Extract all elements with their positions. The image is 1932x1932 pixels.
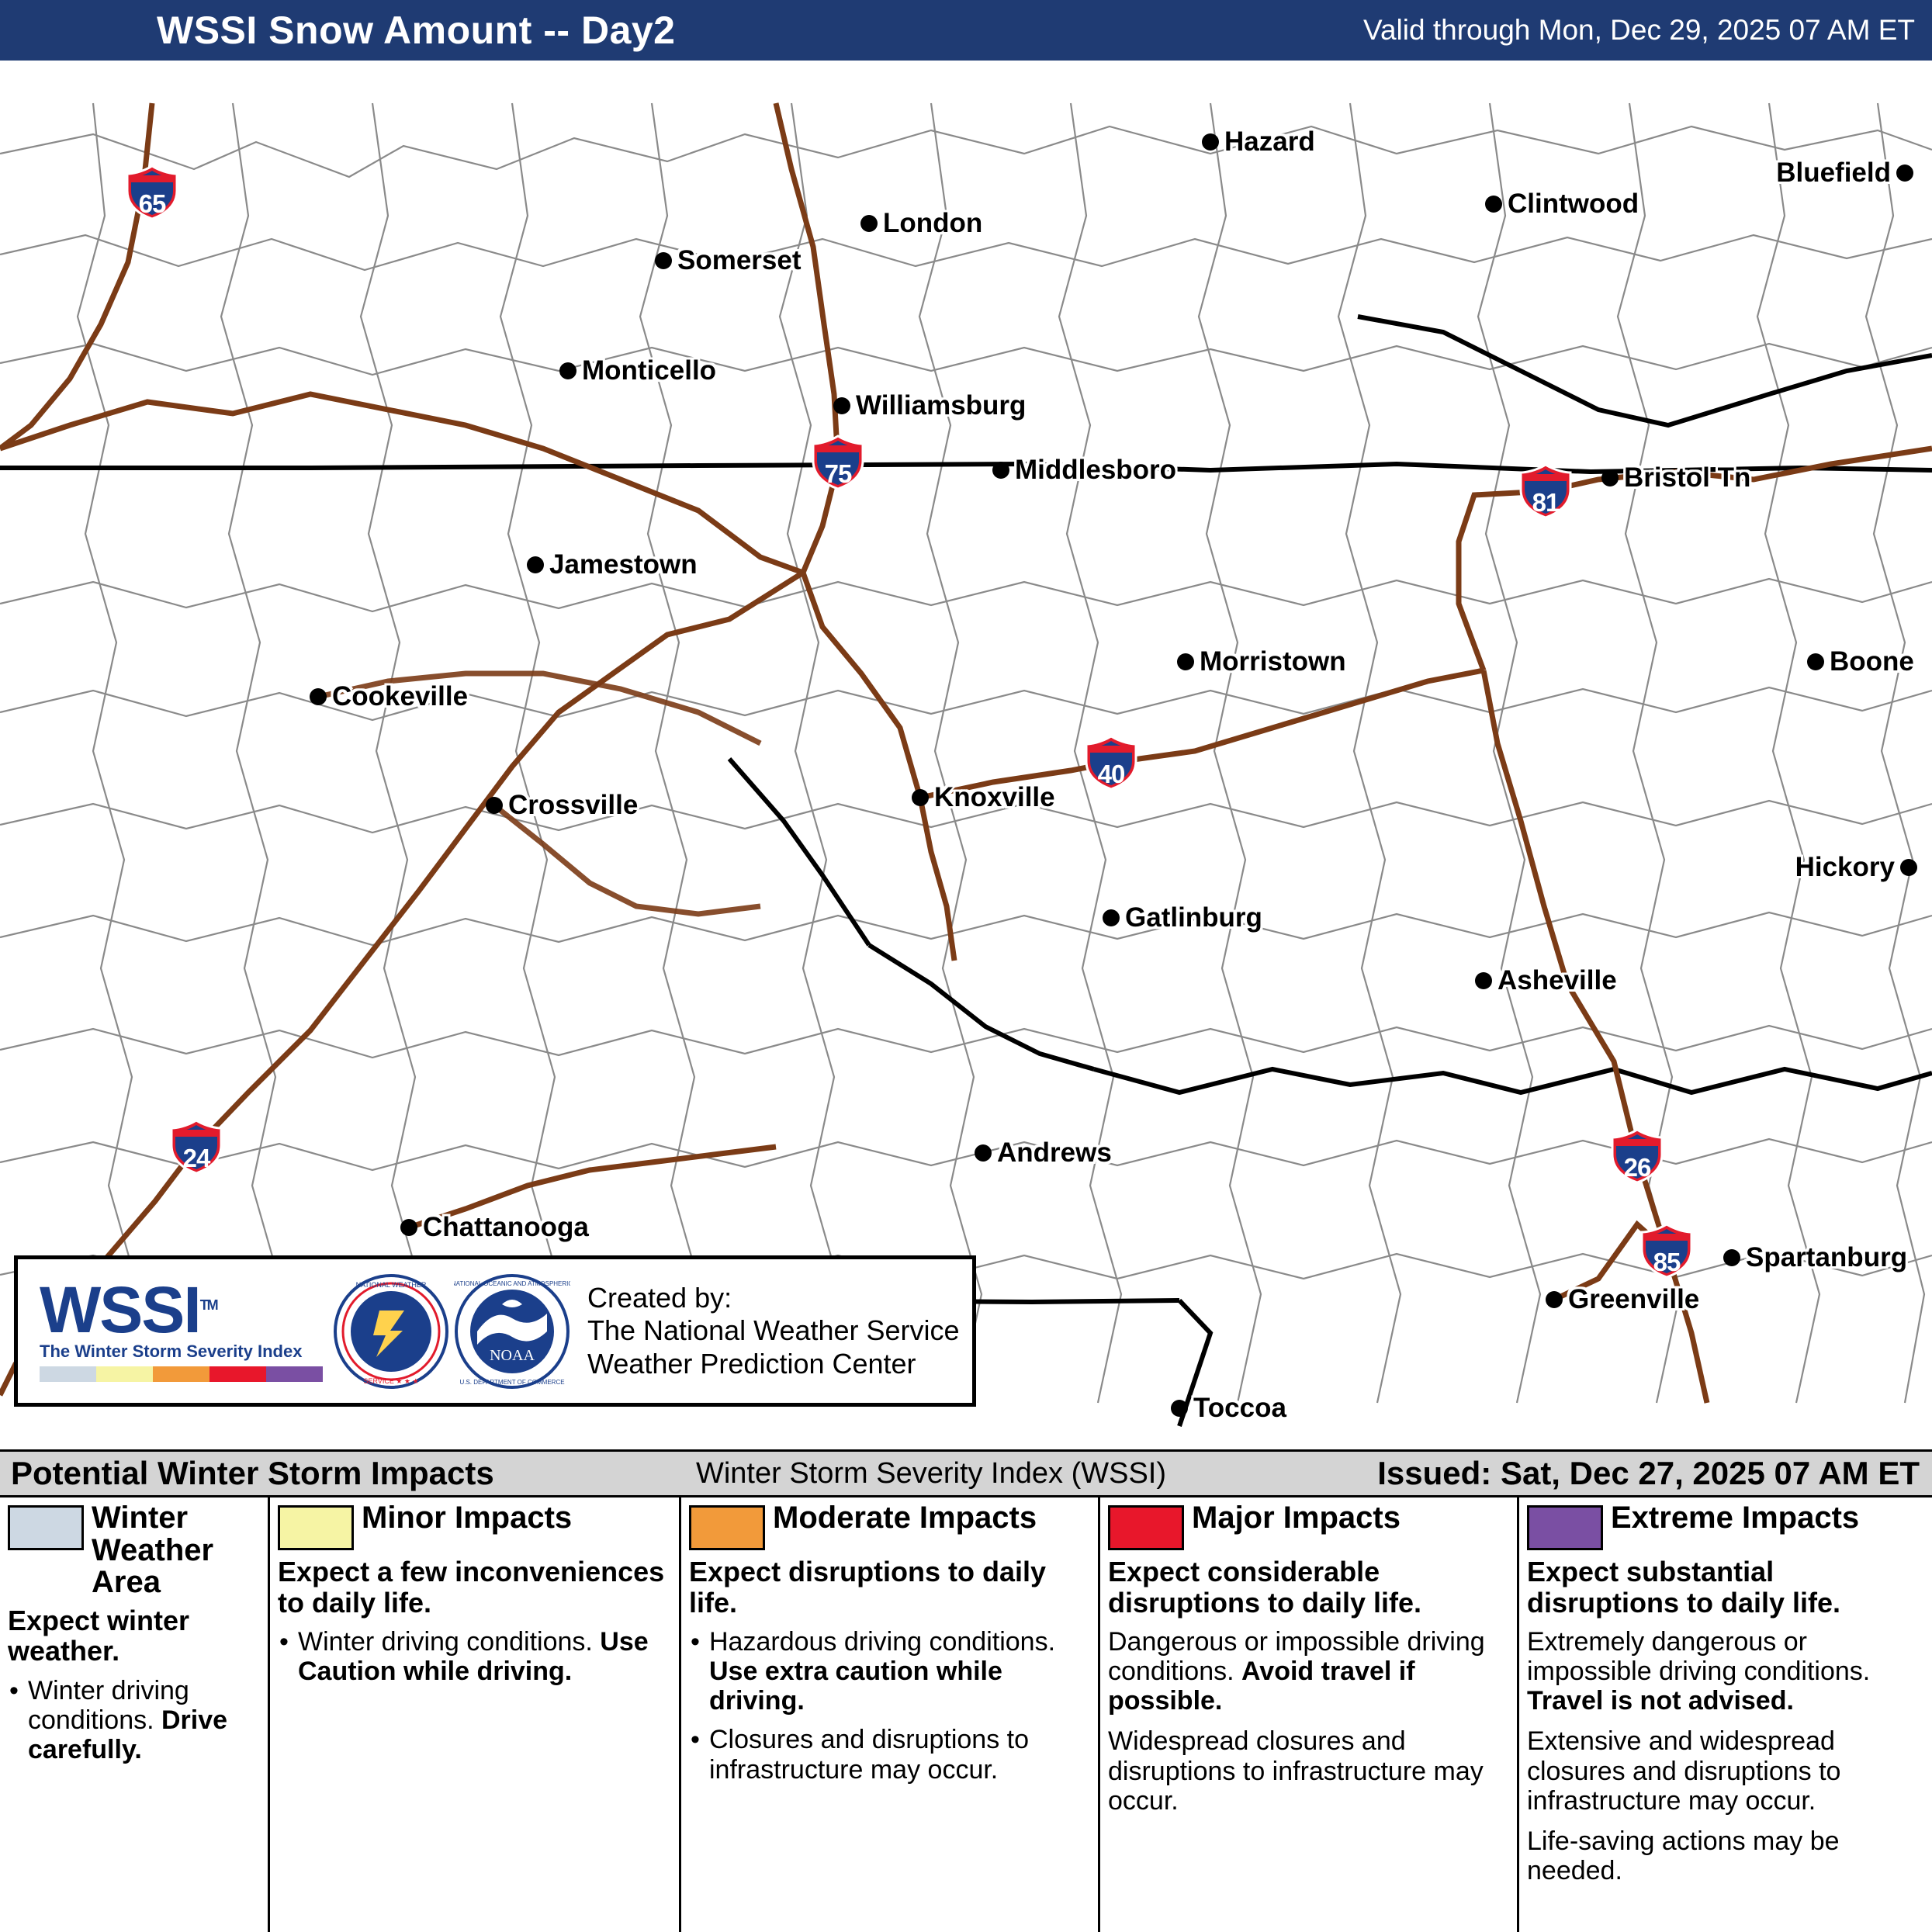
shield-number: 65: [138, 189, 166, 218]
legend-item: [1108, 1726, 1509, 1815]
legend-item-bold: Drive carefully.: [28, 1705, 228, 1765]
legend-swatch-moderate: [689, 1505, 765, 1550]
city-label: Somerset: [677, 245, 802, 275]
city-dot: [992, 462, 1009, 479]
city-dot: [1723, 1249, 1740, 1266]
interstate-highways: [0, 103, 1932, 1403]
legend-body: [278, 1627, 671, 1686]
created-by-line1: Created by:: [587, 1281, 732, 1314]
city-label: Bluefield: [1776, 158, 1891, 188]
city-label: Bristol Tn: [1624, 462, 1751, 493]
legend-item-bold: Avoid travel if possible.: [1108, 1657, 1415, 1716]
interstate-shield-icon: [811, 435, 865, 490]
svg-text:NATIONAL OCEANIC AND ATMOSPHER: NATIONAL OCEANIC AND ATMOSPHERIC: [454, 1279, 570, 1287]
legend-expect: Expect a few inconveniences to daily life.: [278, 1556, 665, 1619]
legend-item-text: Dangerous or impossible driving conditions.: [1108, 1627, 1485, 1687]
shield-number: 40: [1097, 760, 1125, 788]
city-dot: [655, 252, 672, 269]
city-dot: [486, 797, 503, 814]
city-label: Hickory: [1795, 852, 1895, 882]
swatch-minor: [96, 1366, 153, 1382]
shield-number: 75: [824, 459, 852, 488]
city-label: Chattanooga: [423, 1212, 589, 1242]
legend-swatch-extreme: [1527, 1505, 1603, 1550]
legend-item-text: Widespread closures and disruptions to infrastructure may occur.: [1108, 1726, 1484, 1816]
swatch-major: [209, 1366, 266, 1382]
city-dot: [1546, 1291, 1563, 1308]
city-label: Greenville: [1568, 1284, 1700, 1314]
legend-item: [278, 1627, 671, 1686]
city-dot: [1475, 972, 1492, 989]
city-label: Cookeville: [332, 681, 469, 712]
legend-item: [8, 1676, 260, 1764]
impacts-header-subtitle: Winter Storm Severity Index (WSSI): [695, 1456, 1166, 1490]
impacts-header-title: Potential Winter Storm Impacts: [11, 1455, 494, 1491]
swatch-extreme: [266, 1366, 323, 1382]
city-label: Asheville: [1497, 965, 1617, 995]
legend-item: [1527, 1726, 1924, 1815]
city-label: Williamsburg: [856, 390, 1027, 421]
legend-item: [689, 1627, 1090, 1716]
legend-swatch-major: [1108, 1505, 1184, 1550]
city-dot: [1601, 469, 1619, 486]
legend-swatch-winter-weather-area: [8, 1505, 84, 1550]
swatch-winter-weather-area: [40, 1366, 96, 1382]
wssi-logo-box: [14, 1255, 976, 1407]
legend-item: [1527, 1826, 1924, 1885]
city-dot: [833, 397, 850, 414]
legend-title: Moderate Impacts: [773, 1501, 1037, 1535]
shield-number: 24: [182, 1144, 210, 1172]
shield-number: 26: [1623, 1153, 1651, 1182]
legend-expect: Expect winter weather.: [8, 1604, 190, 1667]
city-dot: [310, 688, 327, 705]
wssi-wordmark: [40, 1272, 328, 1346]
city-dot: [1485, 196, 1502, 213]
city-label: Hazard: [1224, 126, 1315, 157]
legend-item-text: Closures and disruptions to infrastructure may occur.: [709, 1725, 1030, 1785]
city-label: Crossville: [508, 790, 639, 820]
legend-title: Major Impacts: [1192, 1501, 1401, 1535]
city-label: Clintwood: [1508, 189, 1639, 219]
svg-text:U.S. DEPARTMENT OF COMMERCE: U.S. DEPARTMENT OF COMMERCE: [459, 1378, 565, 1386]
interstate-shield-icon: [125, 164, 179, 220]
legend-body: [689, 1627, 1090, 1784]
impacts-legend: [0, 1497, 1932, 1932]
svg-text:NOAA: NOAA: [490, 1346, 535, 1364]
legend-item-text: Winter driving conditions.: [28, 1675, 189, 1736]
city-label: Knoxville: [934, 782, 1055, 812]
city-dot: [975, 1144, 992, 1162]
city-label: Gatlinburg: [1125, 902, 1262, 933]
city-label: Jamestown: [549, 549, 698, 580]
city-label: Middlesboro: [1015, 455, 1177, 485]
city-dot: [559, 362, 576, 379]
city-dot: [1171, 1400, 1188, 1417]
interstate-shield-icon: [1518, 463, 1573, 519]
wssi-color-swatches: [40, 1366, 323, 1382]
interstate-shield-icon: [1084, 735, 1138, 791]
legend-title: Winter Weather Area: [92, 1501, 214, 1600]
legend-column-major[interactable]: [1100, 1497, 1519, 1932]
svg-text:SERVICE ★ ★ ★: SERVICE ★ ★ ★: [363, 1376, 419, 1385]
trademark-symbol: TM: [199, 1297, 217, 1313]
city-dot: [1900, 859, 1917, 876]
nws-seal-icon: [333, 1273, 449, 1390]
legend-body: [1527, 1627, 1924, 1885]
city-dot: [1202, 133, 1219, 151]
legend-item-text: Hazardous driving conditions.: [709, 1627, 1056, 1657]
city-dot: [1177, 653, 1194, 670]
interstate-shield-icon: [1639, 1223, 1694, 1279]
shield-number: 81: [1532, 488, 1560, 517]
map-canvas[interactable]: [0, 61, 1932, 1449]
city-label: Boone: [1830, 646, 1914, 677]
legend-item-bold: Travel is not advised.: [1527, 1686, 1794, 1716]
legend-item-bold: Use Caution while driving.: [298, 1627, 649, 1687]
city-label: London: [883, 208, 983, 238]
legend-expect: Expect disruptions to daily life.: [689, 1556, 1047, 1619]
noaa-seal-icon: [454, 1273, 570, 1390]
legend-body: [8, 1676, 260, 1764]
city-dot: [527, 556, 544, 573]
legend-expect: Expect considerable disruptions to daily life.: [1108, 1556, 1422, 1619]
city-label: Andrews: [997, 1137, 1112, 1168]
city-dot: [860, 215, 878, 232]
legend-title: Minor Impacts: [362, 1501, 573, 1535]
swatch-moderate: [153, 1366, 209, 1382]
legend-title: Extreme Impacts: [1611, 1501, 1860, 1535]
city-label: Monticello: [582, 355, 717, 386]
valid-through-text: Valid through Mon, Dec 29, 2025 07 AM ET: [1363, 14, 1915, 46]
wssi-logo: [18, 1272, 328, 1382]
interstate-shield-icon: [169, 1119, 223, 1175]
city-dot: [1103, 909, 1120, 926]
city-label: Morristown: [1200, 646, 1346, 677]
created-by-line3: Weather Prediction Center: [587, 1347, 916, 1380]
legend-item-bold: Use extra caution while driving.: [709, 1657, 1002, 1716]
interstate-shield-icon: [1610, 1128, 1664, 1184]
legend-item-text: Extremely dangerous or impossible driving conditions.: [1527, 1627, 1871, 1687]
page-title: WSSI Snow Amount -- Day2: [157, 9, 676, 52]
legend-expect: Expect substantial disruptions to daily life.: [1527, 1556, 1841, 1619]
legend-item: [689, 1725, 1090, 1784]
legend-item-text: Extensive and widespread closures and disruptions to infrastructure may occur.: [1527, 1726, 1841, 1816]
shield-number: 85: [1653, 1248, 1681, 1276]
legend-column-extreme[interactable]: [1519, 1497, 1932, 1932]
city-dot: [912, 789, 929, 806]
legend-column-minor[interactable]: [270, 1497, 681, 1932]
legend-swatch-minor: [278, 1505, 354, 1550]
title-bar: [0, 0, 1932, 61]
city-dot: [1896, 164, 1913, 182]
legend-item-text: Winter driving conditions.: [298, 1627, 601, 1657]
legend-item: [1108, 1627, 1509, 1716]
svg-text:NATIONAL WEATHER: NATIONAL WEATHER: [355, 1280, 427, 1289]
legend-item-text: Life-saving actions may be needed.: [1527, 1826, 1840, 1885]
created-by-block: [587, 1282, 960, 1380]
city-label: Spartanburg: [1746, 1242, 1908, 1272]
wssi-tagline: The Winter Storm Severity Index: [40, 1342, 303, 1362]
legend-body: [1108, 1627, 1509, 1815]
legend-column-moderate[interactable]: [681, 1497, 1100, 1932]
impacts-header-bar: [0, 1449, 1932, 1497]
legend-item: [1527, 1627, 1924, 1716]
city-dot: [400, 1219, 417, 1236]
created-by-line2: The National Weather Service: [587, 1314, 960, 1347]
issued-timestamp: Issued: Sat, Dec 27, 2025 07 AM ET: [1377, 1455, 1920, 1491]
legend-column-winter-weather-area[interactable]: [0, 1497, 270, 1932]
wssi-word-text: WSSI: [40, 1272, 200, 1346]
county-boundaries: [0, 103, 1932, 1403]
city-dot: [1807, 653, 1824, 670]
city-label: Toccoa: [1193, 1393, 1286, 1423]
